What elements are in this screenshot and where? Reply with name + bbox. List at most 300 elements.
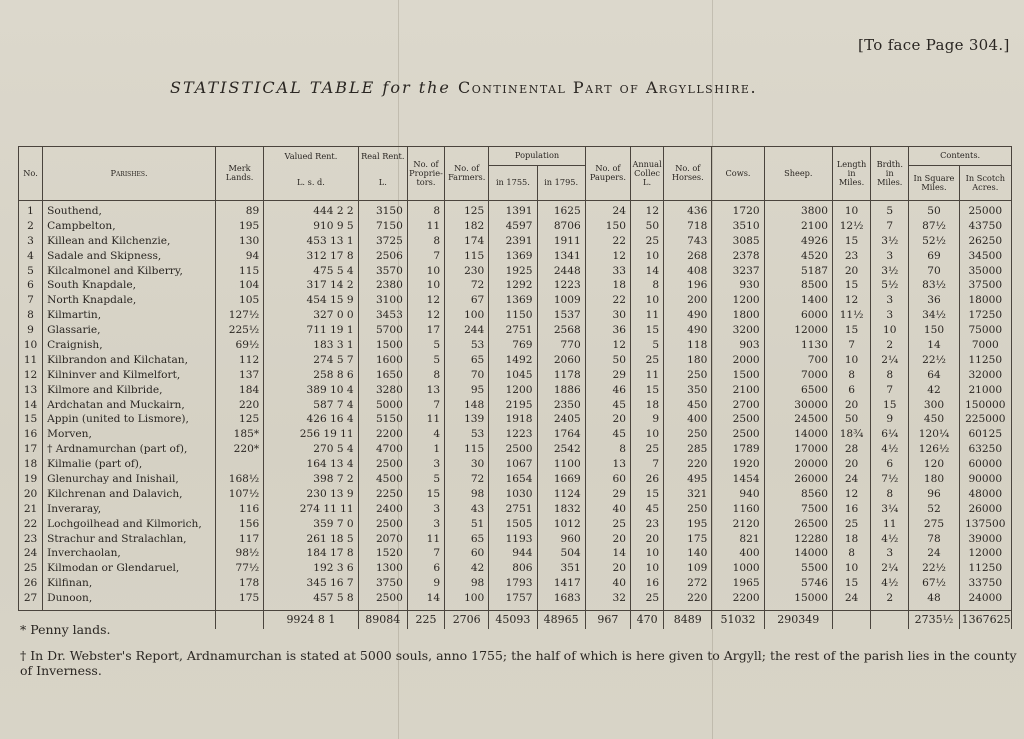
population-1755: 1223 xyxy=(489,427,537,442)
sheep: 7000 xyxy=(764,367,832,382)
valued-rent: 359 7 0 xyxy=(264,516,358,531)
cows: 903 xyxy=(712,338,764,353)
paupers: 45 xyxy=(585,427,630,442)
row-number: 21 xyxy=(19,501,43,516)
annual-collection: 45 xyxy=(631,501,664,516)
scotch-acres: 75000 xyxy=(959,323,1011,338)
length-miles: 12½ xyxy=(832,218,870,233)
square-miles: 22½ xyxy=(909,561,959,576)
population-1755: 1918 xyxy=(489,412,537,427)
scotch-acres: 35000 xyxy=(959,263,1011,278)
annual-collection: 25 xyxy=(631,352,664,367)
cows: 1000 xyxy=(712,561,764,576)
title-tail: Continental Part of Argyllshire. xyxy=(457,78,758,97)
cows: 1200 xyxy=(712,293,764,308)
total-sheep: 290349 xyxy=(764,610,832,629)
square-miles: 275 xyxy=(909,516,959,531)
horses: 490 xyxy=(664,308,712,323)
total-farmers: 2706 xyxy=(445,610,489,629)
header-scotch-acres: In Scotch Acres. xyxy=(959,165,1011,200)
square-miles: 69 xyxy=(909,248,959,263)
breadth-miles: 7 xyxy=(871,382,909,397)
valued-rent: 711 19 1 xyxy=(264,323,358,338)
scotch-acres: 21000 xyxy=(959,382,1011,397)
breadth-miles: 2 xyxy=(871,338,909,353)
merk-lands: 117 xyxy=(215,531,263,546)
paupers: 20 xyxy=(585,561,630,576)
cows: 400 xyxy=(712,546,764,561)
length-miles: 8 xyxy=(832,546,870,561)
scotch-acres: 60125 xyxy=(959,427,1011,442)
proprietors: 15 xyxy=(407,486,444,501)
sheep: 12000 xyxy=(764,323,832,338)
paupers: 50 xyxy=(585,352,630,367)
table-row xyxy=(19,412,1012,427)
parish-name: Glenurchay and Inishail, xyxy=(43,472,216,487)
cows: 3200 xyxy=(712,323,764,338)
paupers: 13 xyxy=(585,457,630,472)
breadth-miles: 3 xyxy=(871,546,909,561)
population-1795: 1537 xyxy=(537,308,585,323)
breadth-miles: 3½ xyxy=(871,233,909,248)
proprietors: 3 xyxy=(407,516,444,531)
parish-name: Kilmore and Kilbride, xyxy=(43,382,216,397)
table-row xyxy=(19,591,1012,610)
merk-lands: 89 xyxy=(215,200,263,218)
merk-lands: 195 xyxy=(215,218,263,233)
farmers: 42 xyxy=(445,561,489,576)
farmers: 100 xyxy=(445,591,489,610)
horses: 408 xyxy=(664,263,712,278)
annual-collection: 7 xyxy=(631,457,664,472)
merk-lands xyxy=(215,457,263,472)
breadth-miles: 7½ xyxy=(871,472,909,487)
real-rent: 3150 xyxy=(358,200,407,218)
proprietors: 11 xyxy=(407,412,444,427)
square-miles: 52½ xyxy=(909,233,959,248)
row-number: 16 xyxy=(19,427,43,442)
length-miles: 10 xyxy=(832,200,870,218)
paupers: 8 xyxy=(585,442,630,457)
breadth-miles: 4½ xyxy=(871,576,909,591)
sheep: 8500 xyxy=(764,278,832,293)
title-middle: for the xyxy=(375,78,458,97)
annual-collection: 8 xyxy=(631,278,664,293)
scotch-acres: 137500 xyxy=(959,516,1011,531)
header-square-miles: In Square Miles. xyxy=(909,165,959,200)
cows: 2200 xyxy=(712,591,764,610)
annual-collection: 10 xyxy=(631,427,664,442)
valued-rent: 258 8 6 xyxy=(264,367,358,382)
merk-lands: 69½ xyxy=(215,338,263,353)
real-rent: 3453 xyxy=(358,308,407,323)
breadth-miles: 5½ xyxy=(871,278,909,293)
table-row xyxy=(19,352,1012,367)
square-miles: 150 xyxy=(909,323,959,338)
paupers: 12 xyxy=(585,248,630,263)
length-miles: 25 xyxy=(832,516,870,531)
parish-name: Sadale and Skipness, xyxy=(43,248,216,263)
population-1755: 806 xyxy=(489,561,537,576)
horses: 743 xyxy=(664,233,712,248)
sheep: 1130 xyxy=(764,338,832,353)
real-rent: 3280 xyxy=(358,382,407,397)
real-rent: 3570 xyxy=(358,263,407,278)
proprietors: 3 xyxy=(407,501,444,516)
parish-name: Kilninver and Kilmelfort, xyxy=(43,367,216,382)
length-miles: 28 xyxy=(832,442,870,457)
real-rent: 2250 xyxy=(358,486,407,501)
cows: 1720 xyxy=(712,200,764,218)
population-1755: 1391 xyxy=(489,200,537,218)
population-1755: 1292 xyxy=(489,278,537,293)
population-1755: 2751 xyxy=(489,501,537,516)
merk-lands: 184 xyxy=(215,382,263,397)
breadth-miles: 2 xyxy=(871,591,909,610)
breadth-miles: 10 xyxy=(871,323,909,338)
farmers: 72 xyxy=(445,278,489,293)
table-row xyxy=(19,308,1012,323)
real-rent: 2200 xyxy=(358,427,407,442)
cows: 1500 xyxy=(712,367,764,382)
table-row xyxy=(19,338,1012,353)
scotch-acres: 32000 xyxy=(959,367,1011,382)
merk-lands: 107½ xyxy=(215,486,263,501)
square-miles: 120 xyxy=(909,457,959,472)
statistical-table xyxy=(18,146,1012,629)
square-miles: 120¼ xyxy=(909,427,959,442)
farmers: 100 xyxy=(445,308,489,323)
paupers: 20 xyxy=(585,412,630,427)
scotch-acres: 11250 xyxy=(959,561,1011,576)
sheep: 1400 xyxy=(764,293,832,308)
table-row xyxy=(19,516,1012,531)
row-number: 26 xyxy=(19,576,43,591)
square-miles: 22½ xyxy=(909,352,959,367)
proprietors: 9 xyxy=(407,576,444,591)
parish-name: Inverchaolan, xyxy=(43,546,216,561)
farmers: 115 xyxy=(445,442,489,457)
breadth-miles: 15 xyxy=(871,397,909,412)
population-1755: 769 xyxy=(489,338,537,353)
total-proprietors: 225 xyxy=(407,610,444,629)
horses: 180 xyxy=(664,352,712,367)
scotch-acres: 18000 xyxy=(959,293,1011,308)
merk-lands: 112 xyxy=(215,352,263,367)
breadth-miles: 3½ xyxy=(871,263,909,278)
breadth-miles: 11 xyxy=(871,516,909,531)
length-miles: 6 xyxy=(832,382,870,397)
square-miles: 83½ xyxy=(909,278,959,293)
merk-lands: 178 xyxy=(215,576,263,591)
paupers: 36 xyxy=(585,323,630,338)
horses: 250 xyxy=(664,367,712,382)
scotch-acres: 12000 xyxy=(959,546,1011,561)
length-miles: 20 xyxy=(832,457,870,472)
valued-rent: 457 5 8 xyxy=(264,591,358,610)
farmers: 43 xyxy=(445,501,489,516)
population-1795: 1178 xyxy=(537,367,585,382)
square-miles: 34½ xyxy=(909,308,959,323)
length-miles: 11½ xyxy=(832,308,870,323)
footnotes xyxy=(20,622,1024,689)
total-cows: 51032 xyxy=(712,610,764,629)
proprietors: 7 xyxy=(407,397,444,412)
valued-rent: 261 18 5 xyxy=(264,531,358,546)
proprietors: 11 xyxy=(407,218,444,233)
page-reference: [To face Page 304.] xyxy=(858,36,1010,54)
square-miles: 24 xyxy=(909,546,959,561)
row-number: 10 xyxy=(19,338,43,353)
scotch-acres: 7000 xyxy=(959,338,1011,353)
proprietors: 10 xyxy=(407,278,444,293)
row-number: 24 xyxy=(19,546,43,561)
square-miles: 180 xyxy=(909,472,959,487)
square-miles: 36 xyxy=(909,293,959,308)
scotch-acres: 150000 xyxy=(959,397,1011,412)
table-row xyxy=(19,323,1012,338)
header-sheep: Sheep. xyxy=(764,147,832,201)
population-1795: 1012 xyxy=(537,516,585,531)
total-square-miles: 2735½ xyxy=(909,610,959,629)
row-number: 8 xyxy=(19,308,43,323)
parish-name: † Ardnamurchan (part of), xyxy=(43,442,216,457)
breadth-miles: 4½ xyxy=(871,531,909,546)
parish-name: South Knapdale, xyxy=(43,278,216,293)
annual-collection: 50 xyxy=(631,218,664,233)
merk-lands: 115 xyxy=(215,263,263,278)
real-rent: 1520 xyxy=(358,546,407,561)
scotch-acres: 225000 xyxy=(959,412,1011,427)
cows: 2500 xyxy=(712,412,764,427)
header-real-rent-units: L. xyxy=(358,165,407,200)
row-number: 22 xyxy=(19,516,43,531)
table-row xyxy=(19,200,1012,218)
header-cows: Cows. xyxy=(712,147,764,201)
header-paupers: No. of Paupers. xyxy=(585,147,630,201)
valued-rent: 164 13 4 xyxy=(264,457,358,472)
annual-collection: 25 xyxy=(631,591,664,610)
horses: 220 xyxy=(664,591,712,610)
population-1755: 1193 xyxy=(489,531,537,546)
cows: 3085 xyxy=(712,233,764,248)
parish-name: Craignish, xyxy=(43,338,216,353)
population-1795: 1832 xyxy=(537,501,585,516)
breadth-miles: 5 xyxy=(871,200,909,218)
breadth-miles: 3 xyxy=(871,293,909,308)
scotch-acres: 90000 xyxy=(959,472,1011,487)
population-1755: 2391 xyxy=(489,233,537,248)
population-1755: 1030 xyxy=(489,486,537,501)
header-pop-1755: in 1755. xyxy=(489,165,537,200)
farmers: 65 xyxy=(445,531,489,546)
parish-name: Morven, xyxy=(43,427,216,442)
header-contents: Contents. xyxy=(909,147,1012,166)
valued-rent: 327 0 0 xyxy=(264,308,358,323)
population-1795: 1886 xyxy=(537,382,585,397)
scotch-acres: 48000 xyxy=(959,486,1011,501)
sheep: 15000 xyxy=(764,591,832,610)
row-number: 2 xyxy=(19,218,43,233)
table-row xyxy=(19,397,1012,412)
cows: 2120 xyxy=(712,516,764,531)
annual-collection: 14 xyxy=(631,263,664,278)
length-miles: 12 xyxy=(832,486,870,501)
valued-rent: 256 19 11 xyxy=(264,427,358,442)
table-title xyxy=(170,78,870,97)
population-1755: 1369 xyxy=(489,248,537,263)
table-row xyxy=(19,501,1012,516)
breadth-miles: 3¼ xyxy=(871,501,909,516)
square-miles: 52 xyxy=(909,501,959,516)
paupers: 60 xyxy=(585,472,630,487)
length-miles: 18¾ xyxy=(832,427,870,442)
parish-name: Kilmodan or Glendaruel, xyxy=(43,561,216,576)
cows: 3510 xyxy=(712,218,764,233)
proprietors: 14 xyxy=(407,591,444,610)
paupers: 20 xyxy=(585,531,630,546)
table-row xyxy=(19,248,1012,263)
horses: 175 xyxy=(664,531,712,546)
valued-rent: 317 14 2 xyxy=(264,278,358,293)
population-1755: 4597 xyxy=(489,218,537,233)
length-miles: 16 xyxy=(832,501,870,516)
real-rent: 4700 xyxy=(358,442,407,457)
row-number: 7 xyxy=(19,293,43,308)
valued-rent: 398 7 2 xyxy=(264,472,358,487)
population-1795: 1764 xyxy=(537,427,585,442)
breadth-miles: 3 xyxy=(871,308,909,323)
annual-collection: 9 xyxy=(631,412,664,427)
cows: 1800 xyxy=(712,308,764,323)
sheep: 12280 xyxy=(764,531,832,546)
valued-rent: 345 16 7 xyxy=(264,576,358,591)
population-1755: 1369 xyxy=(489,293,537,308)
length-miles: 50 xyxy=(832,412,870,427)
scotch-acres: 33750 xyxy=(959,576,1011,591)
population-1795: 2542 xyxy=(537,442,585,457)
parish-name: Dunoon, xyxy=(43,591,216,610)
merk-lands: 105 xyxy=(215,293,263,308)
row-number: 23 xyxy=(19,531,43,546)
table-row xyxy=(19,233,1012,248)
square-miles: 64 xyxy=(909,367,959,382)
length-miles: 23 xyxy=(832,248,870,263)
length-miles: 10 xyxy=(832,561,870,576)
sheep: 6000 xyxy=(764,308,832,323)
table-row xyxy=(19,472,1012,487)
merk-lands: 77½ xyxy=(215,561,263,576)
footnote-penny-lands: * Penny lands. xyxy=(20,622,111,637)
proprietors: 5 xyxy=(407,338,444,353)
parish-name: Strachur and Stralachlan, xyxy=(43,531,216,546)
square-miles: 70 xyxy=(909,263,959,278)
square-miles: 48 xyxy=(909,591,959,610)
valued-rent: 192 3 6 xyxy=(264,561,358,576)
real-rent: 2500 xyxy=(358,591,407,610)
real-rent: 1300 xyxy=(358,561,407,576)
length-miles: 15 xyxy=(832,576,870,591)
header-length: Length in Miles. xyxy=(832,147,870,201)
table-row xyxy=(19,561,1012,576)
proprietors: 13 xyxy=(407,382,444,397)
merk-lands: 168½ xyxy=(215,472,263,487)
annual-collection: 11 xyxy=(631,367,664,382)
proprietors: 7 xyxy=(407,546,444,561)
valued-rent: 587 7 4 xyxy=(264,397,358,412)
table-row xyxy=(19,531,1012,546)
farmers: 230 xyxy=(445,263,489,278)
header-valued-rent: Valued Rent. xyxy=(264,147,358,166)
farmers: 182 xyxy=(445,218,489,233)
paupers: 25 xyxy=(585,516,630,531)
merk-lands: 220* xyxy=(215,442,263,457)
breadth-miles: 3 xyxy=(871,248,909,263)
real-rent: 2380 xyxy=(358,278,407,293)
cows: 1789 xyxy=(712,442,764,457)
paupers: 24 xyxy=(585,200,630,218)
population-1795: 1124 xyxy=(537,486,585,501)
sheep: 5187 xyxy=(764,263,832,278)
square-miles: 87½ xyxy=(909,218,959,233)
row-number: 3 xyxy=(19,233,43,248)
total-scotch-acres: 1367625 xyxy=(959,610,1011,629)
cows: 930 xyxy=(712,278,764,293)
population-1795: 1911 xyxy=(537,233,585,248)
real-rent: 5150 xyxy=(358,412,407,427)
farmers: 98 xyxy=(445,576,489,591)
table-row xyxy=(19,278,1012,293)
paupers: 22 xyxy=(585,233,630,248)
parish-name: North Knapdale, xyxy=(43,293,216,308)
row-number: 1 xyxy=(19,200,43,218)
row-number: 15 xyxy=(19,412,43,427)
annual-collection: 23 xyxy=(631,516,664,531)
population-1795: 1223 xyxy=(537,278,585,293)
valued-rent: 910 9 5 xyxy=(264,218,358,233)
population-1795: 504 xyxy=(537,546,585,561)
real-rent: 3100 xyxy=(358,293,407,308)
horses: 118 xyxy=(664,338,712,353)
population-1755: 1654 xyxy=(489,472,537,487)
length-miles: 8 xyxy=(832,367,870,382)
annual-collection: 5 xyxy=(631,338,664,353)
total-valued-rent: 9924 8 1 xyxy=(264,610,358,629)
sheep: 5500 xyxy=(764,561,832,576)
scotch-acres: 11250 xyxy=(959,352,1011,367)
parish-name: Kilcalmonel and Kilberry, xyxy=(43,263,216,278)
cows: 3237 xyxy=(712,263,764,278)
cows: 821 xyxy=(712,531,764,546)
annual-collection: 10 xyxy=(631,561,664,576)
valued-rent: 426 16 4 xyxy=(264,412,358,427)
length-miles: 15 xyxy=(832,278,870,293)
sheep: 26000 xyxy=(764,472,832,487)
paupers: 12 xyxy=(585,338,630,353)
total-pop-1755: 45093 xyxy=(489,610,537,629)
length-miles: 10 xyxy=(832,352,870,367)
header-annual-collection: Annual Collec L. xyxy=(631,147,664,201)
real-rent: 2500 xyxy=(358,457,407,472)
annual-collection: 12 xyxy=(631,200,664,218)
population-1795: 1625 xyxy=(537,200,585,218)
scotch-acres: 43750 xyxy=(959,218,1011,233)
population-1755: 1150 xyxy=(489,308,537,323)
length-miles: 7 xyxy=(832,338,870,353)
header-proprietors: No. of Proprie-tors. xyxy=(407,147,444,201)
merk-lands: 104 xyxy=(215,278,263,293)
population-1795: 2060 xyxy=(537,352,585,367)
